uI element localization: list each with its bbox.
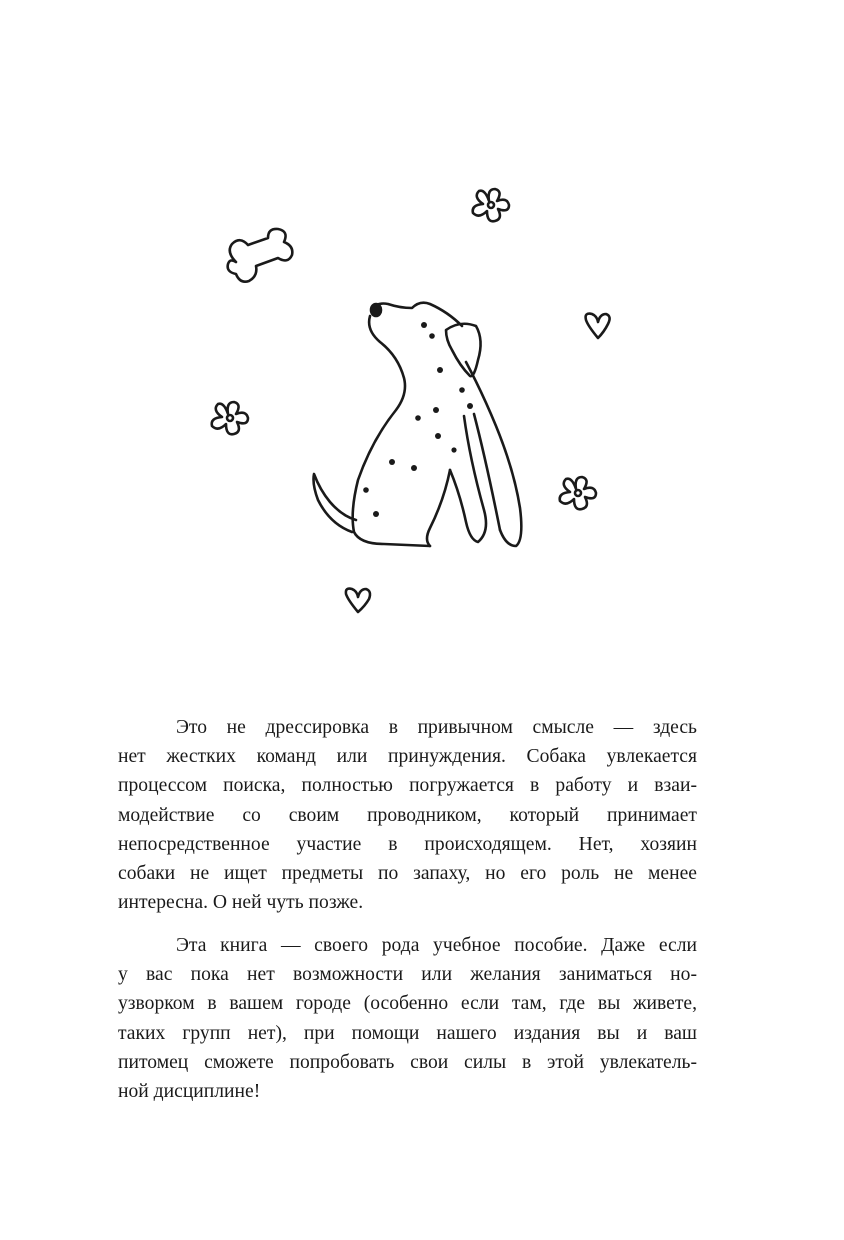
text-line: у вас пока нет возможности или желания заниматься но- [118, 964, 697, 986]
text-line: нет жестких команд или принуждения. Собака увлекается [118, 746, 697, 768]
text-line: ной дисциплине! [118, 1081, 261, 1103]
bone-icon [228, 229, 293, 282]
flower-icon [212, 402, 248, 434]
text-line: интересна. О ней чуть позже. [118, 892, 364, 914]
text-line: собаки не ищет предметы по запаху, но его роль не менее [118, 863, 697, 885]
text-line: Это не дрессировка в привычном смысле — здесь [176, 717, 697, 738]
text-line: непосредственное участие в происходящем. Нет, хозяин [118, 833, 697, 855]
text-line: таких групп нет), при помощи нашего издания вы и ваш [118, 1022, 697, 1044]
dog-icon [314, 303, 522, 546]
heart-icon [346, 589, 370, 612]
paragraph-1 [118, 713, 697, 917]
text-line: процессом поиска, полностью погружается в работу и взаи- [118, 775, 697, 797]
paragraph-2 [118, 931, 697, 1106]
text-line: питомец сможете попробовать свои силы в этой увлекатель- [118, 1051, 697, 1073]
flower-icon [560, 477, 596, 509]
text-line: Эта книга — своего рода учебное пособие. Даже если [176, 935, 697, 956]
flower-icon [473, 189, 509, 221]
heart-icon [586, 314, 610, 338]
text-line: узворком в вашем городе (особенно если там, где вы живете, [118, 993, 697, 1015]
text-line: модействие со своим проводником, который принимает [118, 804, 697, 826]
